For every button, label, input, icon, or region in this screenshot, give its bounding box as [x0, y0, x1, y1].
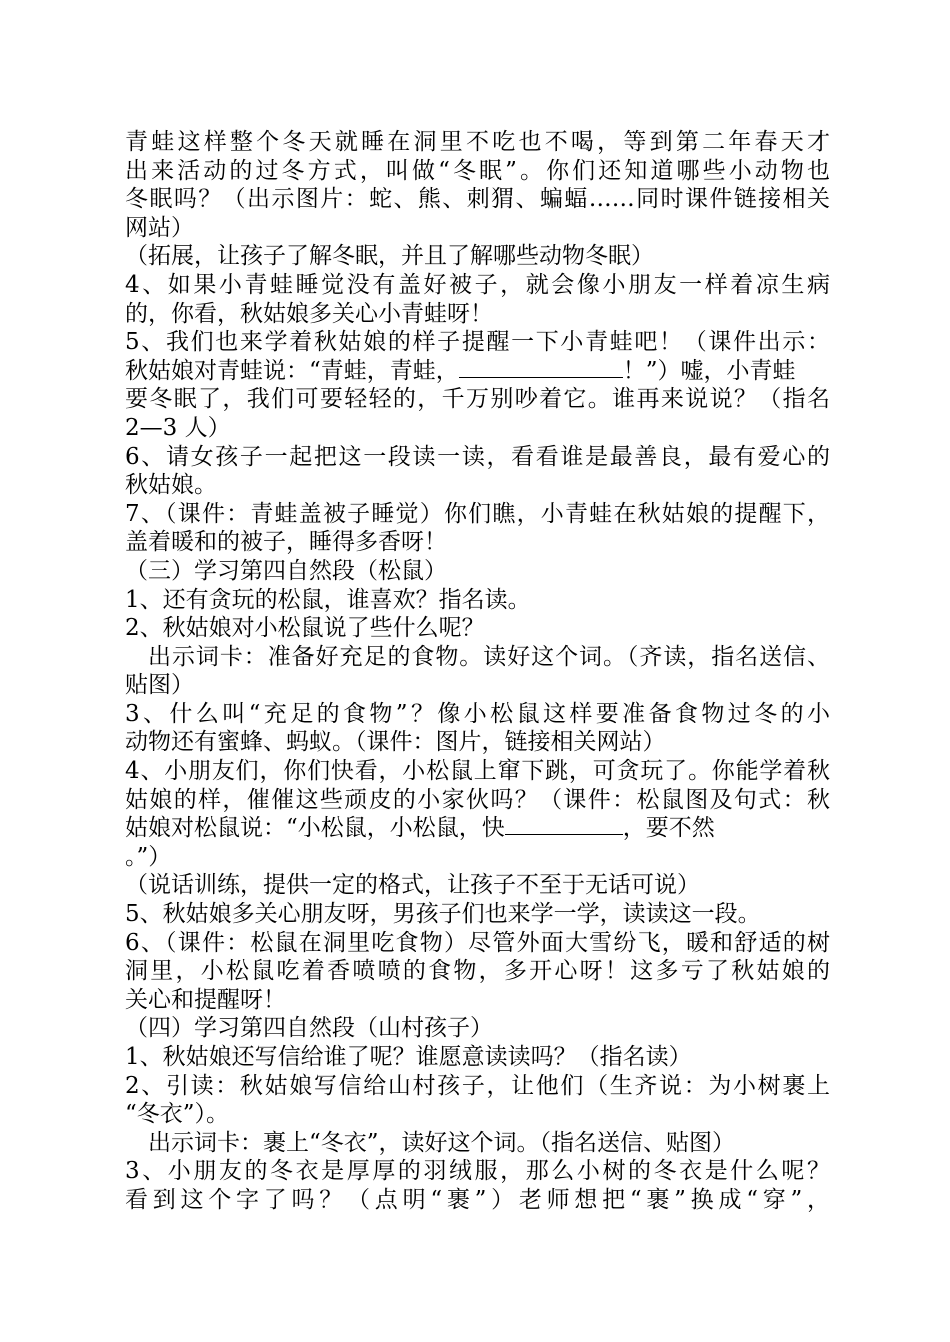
- text-segment: ！”）嘘，小青蛙: [622, 357, 796, 384]
- text-segment: ，要不然: [622, 815, 715, 842]
- text-line: （说话训练，提供一定的格式，让孩子不至于无话可说）: [125, 872, 700, 899]
- text-line: 5、秋姑娘多关心朋友呀，男孩子们也来学一学，读读这一段。: [125, 901, 761, 928]
- text-line: 青蛙这样整个冬天就睡在洞里不吃也不喝，等到第二年春天才: [125, 129, 830, 155]
- text-line: 网站）: [125, 214, 194, 241]
- text-line: 2—3 人）: [125, 414, 231, 441]
- text-line: 出示词卡：准备好充足的食物。读好这个词。（齐读，指名送信、: [148, 643, 830, 670]
- text-line: 3、什么叫“充足的食物”？像小松鼠这样要准备食物过冬的小: [125, 700, 830, 727]
- text-line: 1、还有贪玩的松鼠，谁喜欢？指名读。: [125, 586, 531, 613]
- text-line: 4、如果小青蛙睡觉没有盖好被子，就会像小朋友一样着凉生病: [125, 271, 830, 298]
- text-line: （拓展，让孩子了解冬眠，并且了解哪些动物冬眠）: [125, 243, 654, 270]
- text-line: 7、（课件：青蛙盖被子睡觉）你们瞧，小青蛙在秋姑娘的提醒下，: [125, 500, 830, 527]
- document-body: [125, 128, 830, 1215]
- text-line: 洞里，小松鼠吃着香喷喷的食物，多开心呀！这多亏了秋姑娘的: [125, 958, 830, 985]
- text-line: 姑娘的样，催催这些顽皮的小家伙吗？（课件：松鼠图及句式：秋: [125, 786, 830, 813]
- fill-in-blank: [505, 814, 623, 835]
- text-line: 6、（课件：松鼠在洞里吃食物）尽管外面大雪纷飞，暖和舒适的树: [125, 929, 830, 956]
- text-line: 的，你看，秋姑娘多关心小青蛙呀！: [125, 300, 493, 327]
- text-line: 秋姑娘。: [125, 472, 217, 499]
- text-line-with-blank: [125, 357, 830, 386]
- text-line: 3、小朋友的冬衣是厚厚的羽绒服，那么小树的冬衣是什么呢？: [125, 1158, 830, 1185]
- text-line-with-blank: [125, 814, 830, 843]
- text-line: 2、秋姑娘对小松鼠说了些什么呢？: [125, 615, 485, 642]
- text-line: 出示词卡：裹上“冬衣”，读好这个词。（指名送信、贴图）: [148, 1129, 736, 1156]
- text-line: 5、我们也来学着秋姑娘的样子提醒一下小青蛙吧！（课件出示：: [125, 329, 830, 356]
- section-heading: （四）学习第四自然段（山村孩子）: [125, 1015, 493, 1042]
- text-line: 4、小朋友们，你们快看，小松鼠上窜下跳，可贪玩了。你能学着秋: [125, 758, 830, 785]
- text-line: 要冬眠了，我们可要轻轻的，千万别吵着它。谁再来说说？（指名: [125, 386, 830, 413]
- text-segment: 秋姑娘对青蛙说：“青蛙，青蛙，: [125, 357, 459, 384]
- text-line: 动物还有蜜蜂、蚂蚁。（课件：图片，链接相关网站）: [125, 729, 666, 756]
- text-line: 出来活动的过冬方式，叫做“冬眠”。你们还知道哪些小动物也: [125, 157, 830, 184]
- text-line: 6、请女孩子一起把这一段读一读，看看谁是最善良，最有爱心的: [125, 443, 830, 470]
- text-line: 冬眠吗？（出示图片：蛇、熊、刺猬、蝙蝠……同时课件链接相关: [125, 186, 830, 213]
- text-line: 关心和提醒呀！: [125, 986, 286, 1013]
- text-line: 。”）: [125, 843, 172, 870]
- text-segment: 姑娘对松鼠说：“小松鼠，小松鼠，快: [125, 815, 505, 842]
- text-line: “冬衣”）。: [125, 1101, 230, 1128]
- fill-in-blank: [459, 357, 623, 378]
- text-line: 1、秋姑娘还写信给谁了呢？谁愿意读读吗？（指名读）: [125, 1044, 692, 1070]
- section-heading: （三）学习第四自然段（松鼠）: [125, 557, 447, 584]
- text-line: 贴图）: [125, 672, 194, 699]
- text-line: 看到这个字了吗？（点明“裹”）老师想把“裹”换成“穿”，: [125, 1186, 830, 1213]
- text-line: 2、引读：秋姑娘写信给山村孩子，让他们（生齐说：为小树裹上: [125, 1072, 830, 1099]
- text-line: 盖着暖和的被子，睡得多香呀！: [125, 529, 447, 556]
